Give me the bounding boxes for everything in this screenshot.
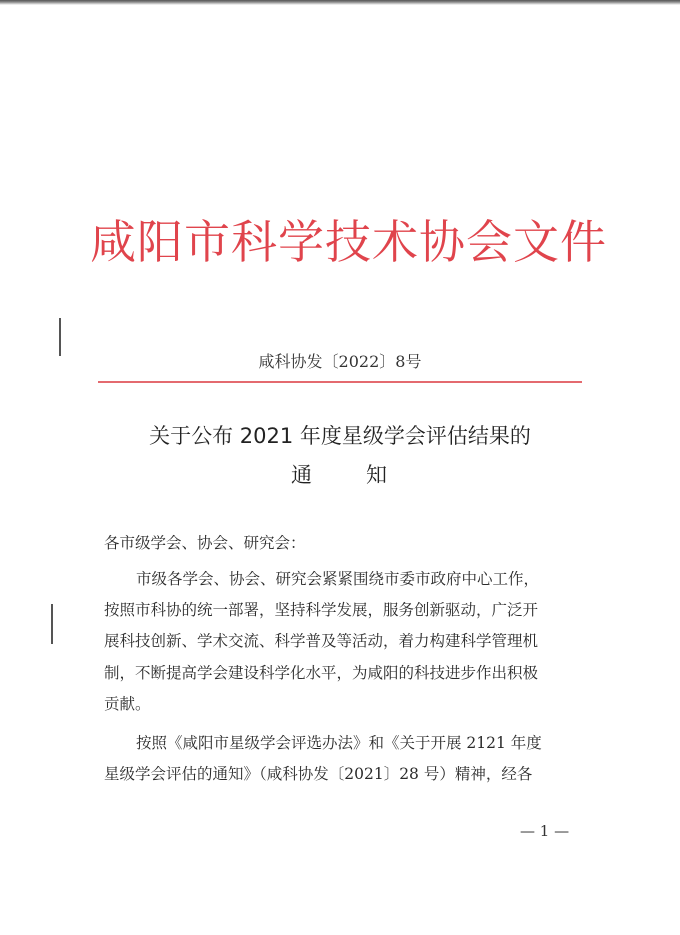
scan-mark	[59, 318, 61, 356]
body-line: 制，不断提高学会建设科学化水平，为咸阳的科技进步作出积极	[104, 664, 539, 682]
body-line: 按照市科协的统一部署，坚持科学发展，服务创新驱动，广泛开	[104, 601, 539, 619]
body-line: 展科技创新、学术交流、科学普及等活动，着力构建科学管理机	[104, 632, 539, 650]
scan-mark	[51, 604, 53, 644]
notice-title-line-1: 关于公布 2021 年度星级学会评估结果的	[149, 424, 531, 448]
page-number: — 1 —	[520, 822, 570, 840]
notice-title-char-2: 知	[366, 463, 389, 487]
body-line: 星级学会评估的通知》（咸科协发〔2021〕28 号）精神，经各	[104, 765, 533, 783]
body-line: 贡献。	[104, 695, 151, 713]
document-header-title: 咸阳市科学技术协会文件	[90, 215, 607, 269]
notice-title-char-1: 通	[291, 463, 314, 487]
salutation: 各市级学会、协会、研究会：	[104, 534, 306, 552]
body-line: 按照《咸阳市星级学会评选办法》和《关于开展 2121 年度	[136, 734, 542, 752]
document-number: 咸科协发〔2022〕8号	[258, 352, 422, 371]
scan-top-edge	[0, 0, 680, 5]
body-line: 市级各学会、协会、研究会紧紧围绕市委市政府中心工作，	[136, 570, 540, 588]
notice-title-line-2	[60, 459, 620, 489]
header-divider	[98, 381, 582, 383]
